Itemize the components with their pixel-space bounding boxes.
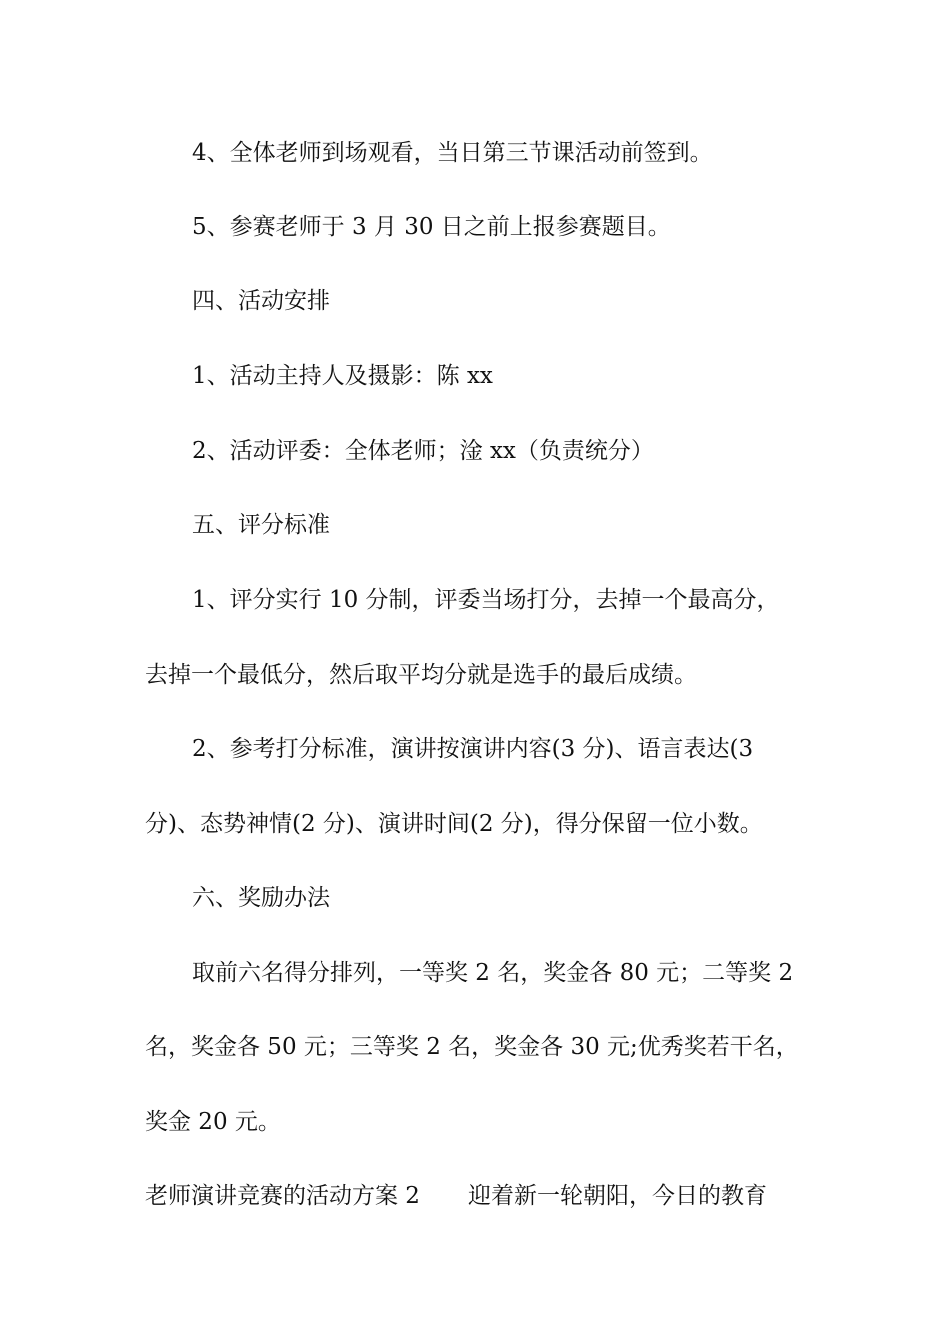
paragraph-host: 1、活动主持人及摄影：陈 xx bbox=[192, 363, 493, 389]
paragraph-awards-line1: 取前六名得分排列，一等奖 2 名，奖金各 80 元；二等奖 2 bbox=[192, 960, 794, 986]
paragraph-scoring-line1: 1、评分实行 10 分制，评委当场打分，去掉一个最高分， bbox=[192, 587, 780, 613]
paragraph-criteria-line1: 2、参考打分标准，演讲按演讲内容(3 分)、语言表达(3 bbox=[192, 736, 754, 762]
paragraph-awards-line2: 名，奖金各 50 元；三等奖 2 名，奖金各 30 元;优秀奖若干名， bbox=[145, 1034, 799, 1060]
next-section-title-line bbox=[145, 1181, 815, 1211]
section-heading-6: 六、奖励办法 bbox=[192, 885, 330, 911]
paragraph-criteria-line2: 分)、态势神情(2 分)、演讲时间(2 分)，得分保留一位小数。 bbox=[145, 811, 763, 837]
paragraph-item-5: 5、参赛老师于 3 月 30 日之前上报参赛题目。 bbox=[192, 214, 671, 240]
title-gap bbox=[420, 1181, 468, 1211]
section-heading-4: 四、活动安排 bbox=[192, 288, 330, 314]
paragraph-judges: 2、活动评委：全体老师；淦 xx（负责统分） bbox=[192, 438, 654, 464]
section-heading-5: 五、评分标准 bbox=[192, 512, 330, 538]
next-section-opening: 迎着新一轮朝阳，今日的教育 bbox=[467, 1183, 767, 1209]
paragraph-item-4: 4、全体老师到场观看，当日第三节课活动前签到。 bbox=[192, 140, 713, 166]
next-section-title: 老师演讲竞赛的活动方案 2 bbox=[145, 1183, 420, 1209]
paragraph-awards-line3: 奖金 20 元。 bbox=[145, 1109, 281, 1135]
paragraph-scoring-line2: 去掉一个最低分，然后取平均分就是选手的最后成绩。 bbox=[145, 662, 697, 688]
